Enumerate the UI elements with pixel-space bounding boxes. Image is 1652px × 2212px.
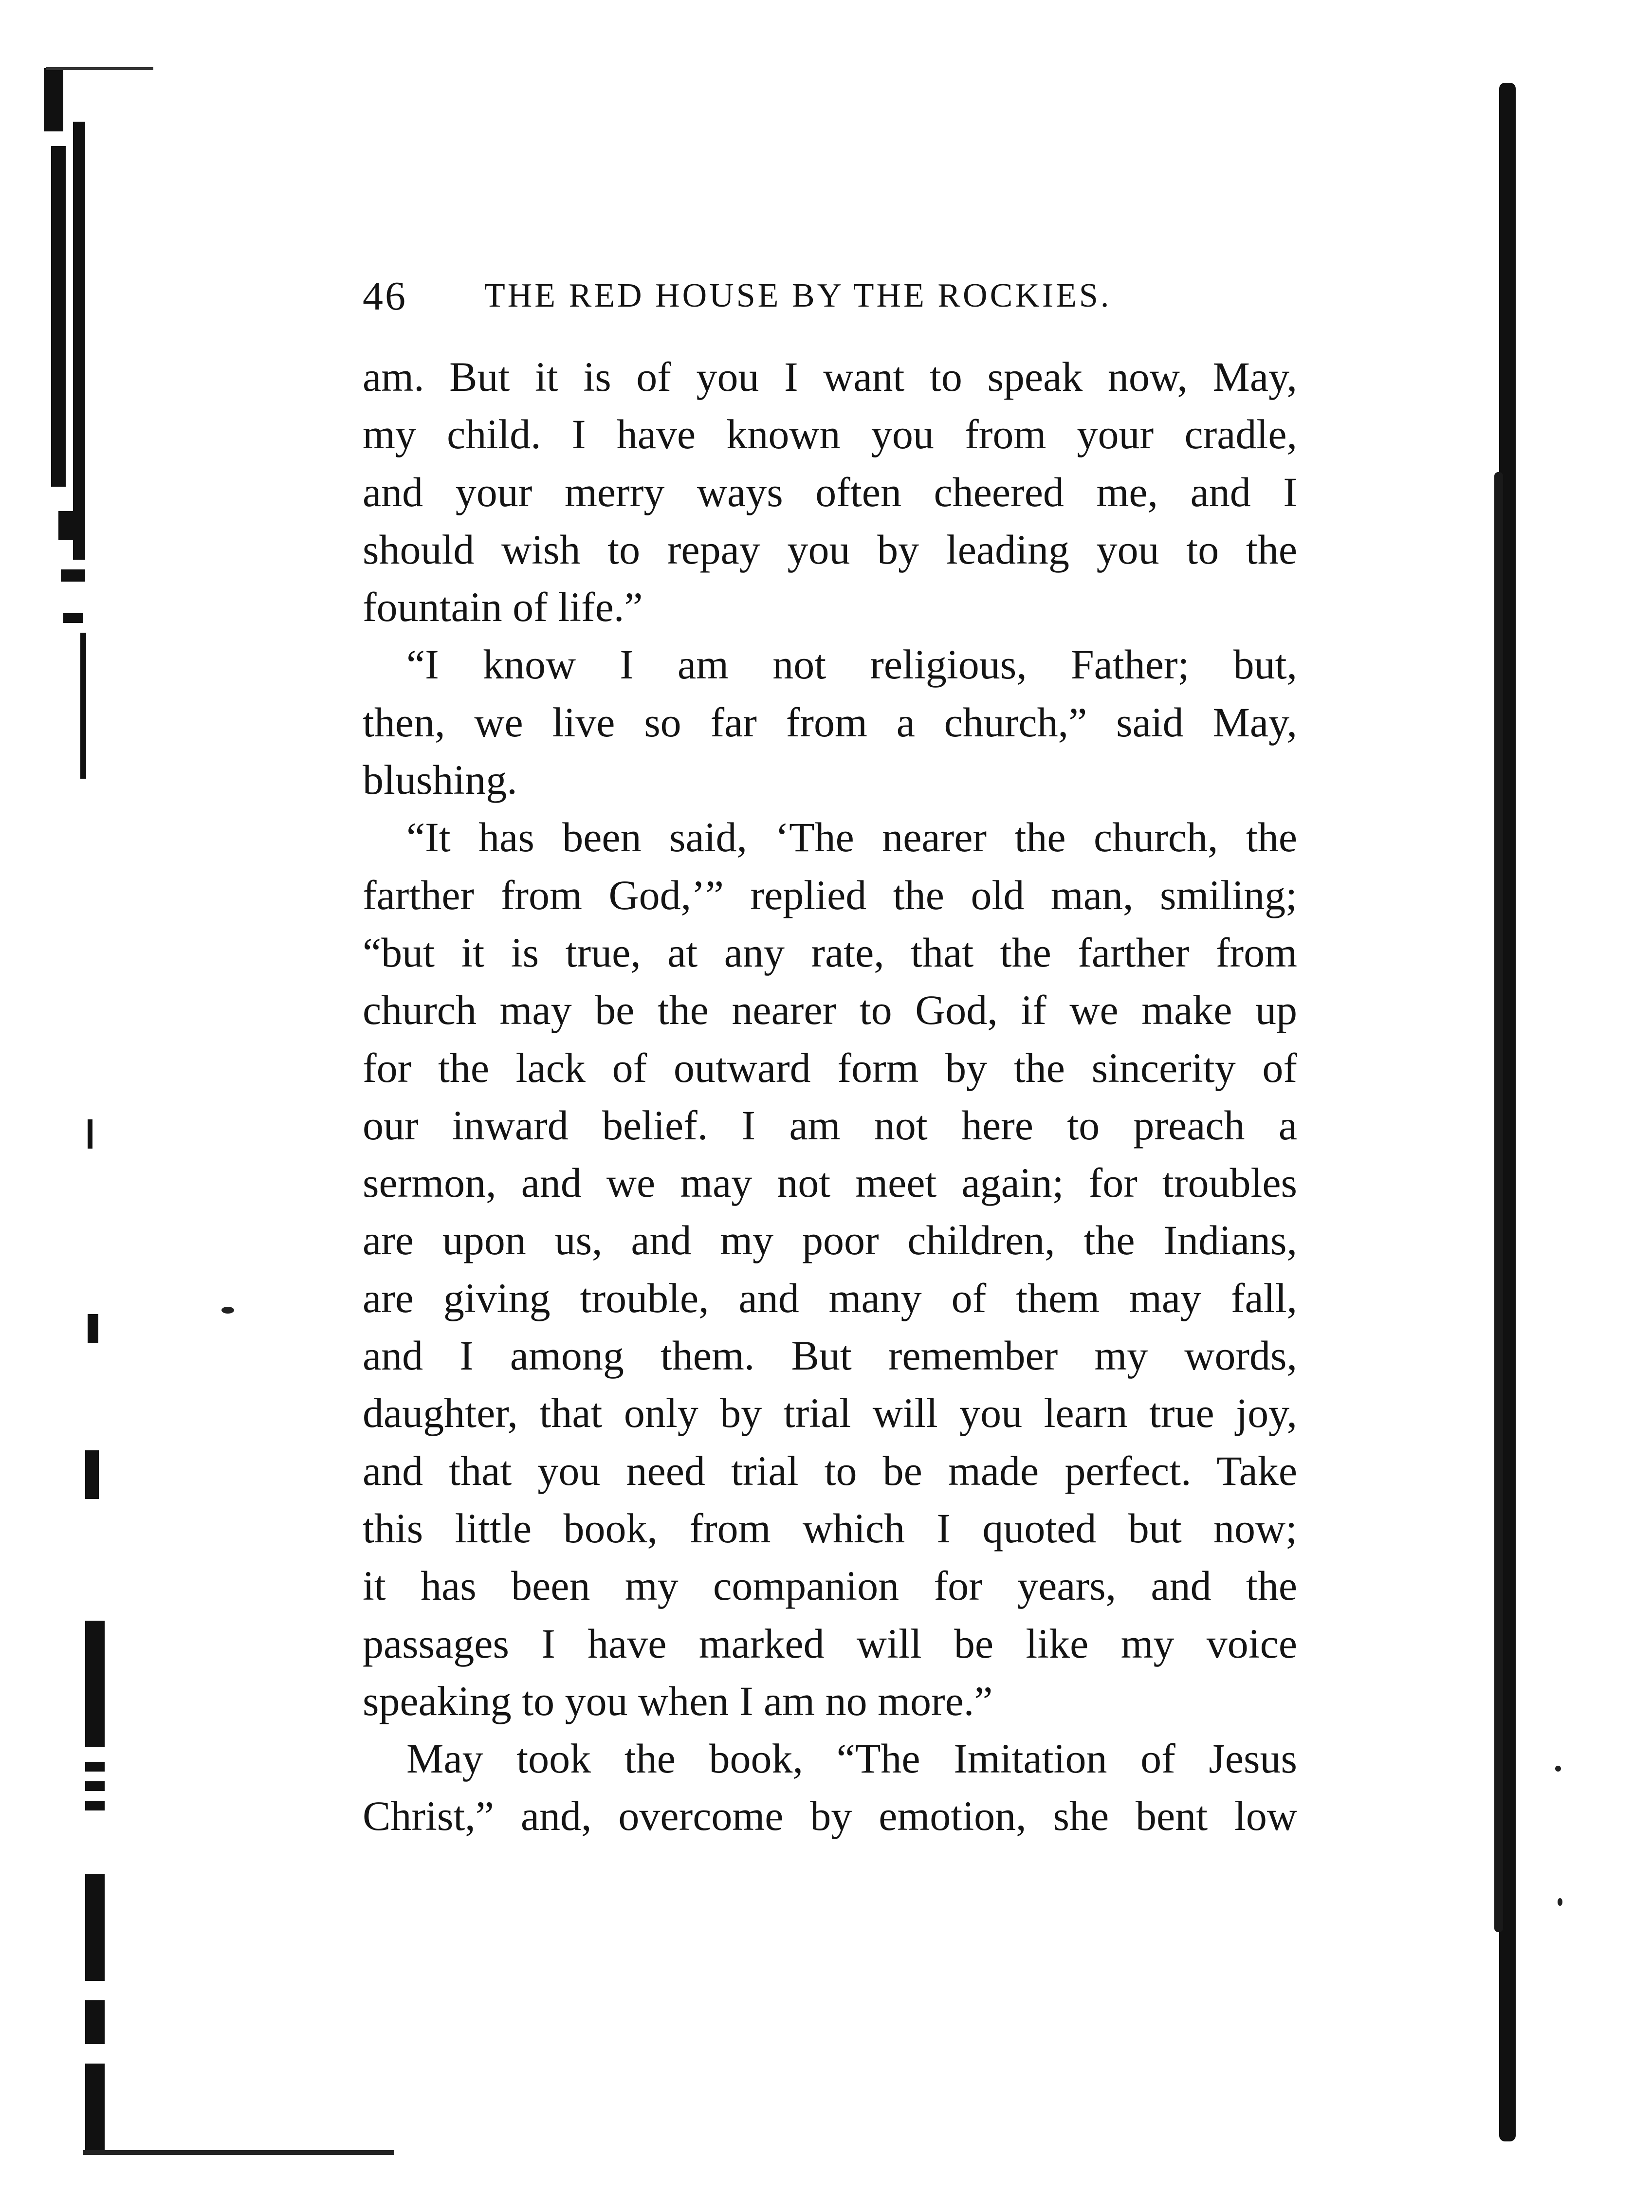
text-line: “but it is true, at any rate, that the farther from [363, 929, 1297, 976]
text-line: our inward belief. I am not here to preach a [363, 1101, 1297, 1149]
text-line: then, we live so far from a church,” said May, [363, 698, 1297, 746]
text-line: should wish to repay you by leading you to the [363, 526, 1297, 573]
page-number: 46 [363, 274, 407, 319]
text-line: daughter, that only by trial will you learn true joy, [363, 1389, 1297, 1437]
text-line: farther from God,’” replied the old man, smiling; [363, 871, 1297, 918]
text-line: speaking to you when I am no more.” [363, 1677, 993, 1724]
text-line: blushing. [363, 756, 517, 804]
binding-edge [0, 0, 146, 2212]
body-text [363, 348, 1297, 1845]
text-line: are giving trouble, and many of them may fall, [363, 1274, 1297, 1321]
text-line: my child. I have known you from your cradle, [363, 411, 1297, 458]
text-line: sermon, and we may not meet again; for troubles [363, 1159, 1297, 1207]
speck [1555, 1766, 1561, 1772]
text-line: and your merry ways often cheered me, and I [363, 468, 1297, 515]
text-line: and I among them. But remember my words, [363, 1332, 1297, 1379]
text-line: “I know I am not religious, Father; but, [406, 641, 1297, 688]
speck [1558, 1898, 1562, 1906]
text-line: passages I have marked will be like my voice [363, 1620, 1297, 1667]
text-line: am. But it is of you I want to speak now, May, [363, 353, 1297, 400]
text-line: May took the book, “The Imitation of Jesus [406, 1735, 1297, 1782]
text-line: for the lack of outward form by the sincerity of [363, 1044, 1297, 1091]
binding-top-rule [46, 67, 153, 70]
speck [221, 1307, 234, 1314]
running-title: THE RED HOUSE BY THE ROCKIES. [484, 277, 1112, 314]
text-line: it has been my companion for years, and the [363, 1562, 1297, 1609]
text-line: Christ,” and, overcome by emotion, she bent low [363, 1792, 1297, 1840]
text-line: and that you need trial to be made perfect. Take [363, 1447, 1297, 1494]
text-line: “It has been said, ‘The nearer the church, the [406, 814, 1297, 861]
text-line: are upon us, and my poor children, the Indians, [363, 1217, 1297, 1264]
binding-bottom-rule [83, 2150, 394, 2155]
right-page-edge [1489, 83, 1528, 2141]
text-line: church may be the nearer to God, if we make up [363, 987, 1297, 1034]
text-line: fountain of life.” [363, 584, 643, 631]
text-line: this little book, from which I quoted but now; [363, 1504, 1297, 1552]
running-head [363, 273, 1287, 319]
